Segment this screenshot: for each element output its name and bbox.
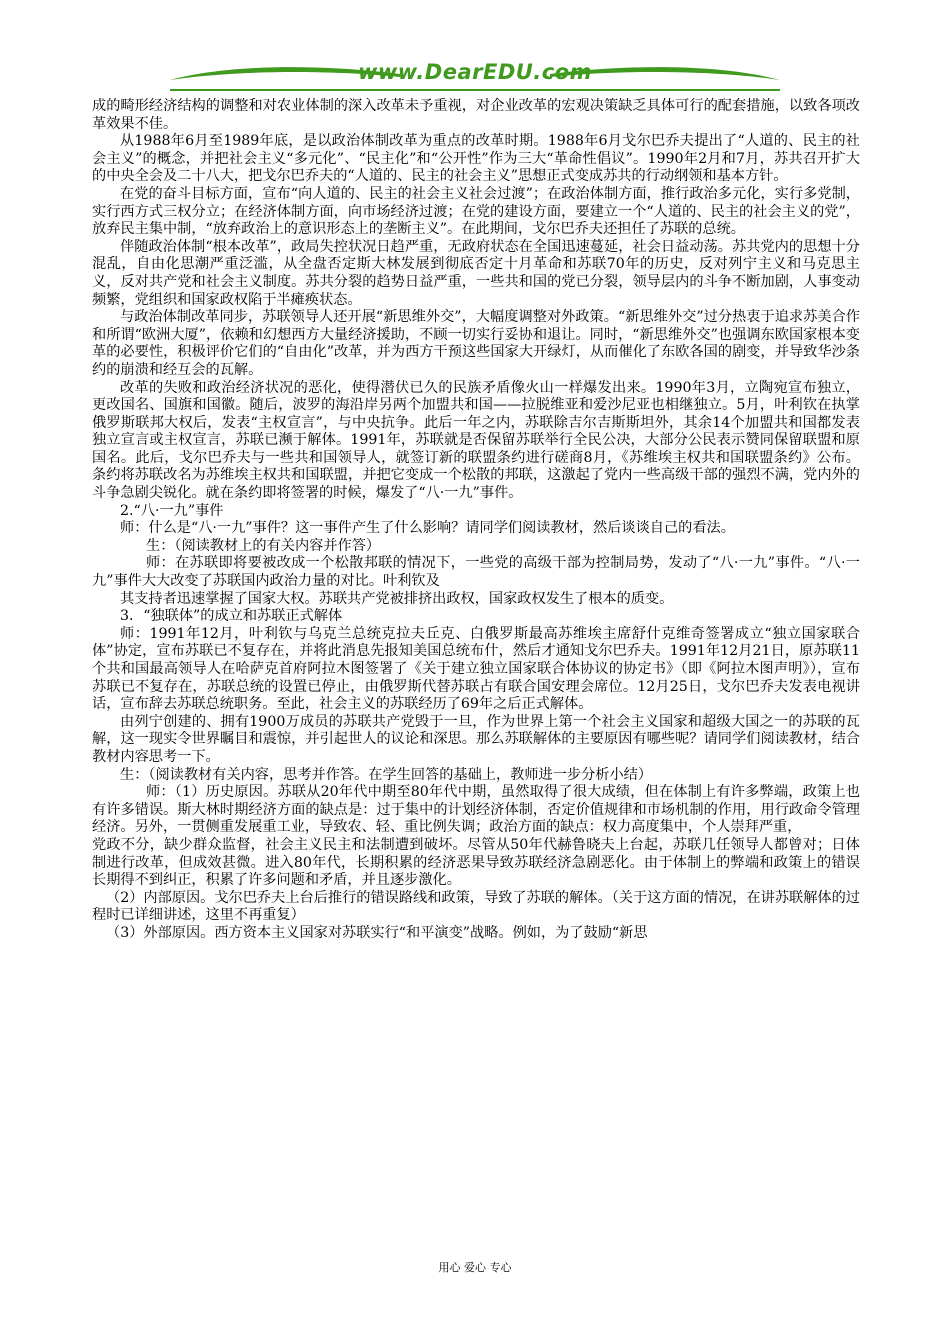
paragraph: 与政治体制改革同步，苏联领导人还开展“新思维外交”，大幅度调整对外政策。“新思维外交”过分热衷于追求苏美合作和所谓“欧洲大厦”，依赖和幻想西方大量经济援助，不顾一切实行妥协和退让。同时，“新思维外交”也强调东欧国家根本变革的必要性，积极评价它们的“自由化”改革，并为西方干预这些国家大开绿灯，从而催化了东欧各国的剧变，并导致华沙条约的崩溃和经互会的瓦解。 <box>92 309 860 378</box>
paragraph: （2）内部原因。戈尔巴乔夫上台后推行的错误路线和政策，导致了苏联的解体。（关于这方面的情况，在讲苏联解体的过程时已详细讲述，这里不再重复） <box>92 889 860 924</box>
paragraph: 师：在苏联即将要被改成一个松散邦联的情况下，一些党的高级干部为控制局势，发动了“八·一九”事件。“八·一九”事件大大改变了苏联国内政治力量的对比。叶利钦及 <box>92 555 860 590</box>
paragraph: 生：（阅读教材有关内容，思考并作答。在学生回答的基础上，教师进一步分析小结） <box>120 766 653 783</box>
section-heading: 3．“独联体”的成立和苏联正式解体 <box>120 608 343 625</box>
paragraph: 从1988年6月至1989年底，是以政治体制改革为重点的改革时期。1988年6月戈尔巴乔夫提出了“人道的、民主的社会主义”的概念，并把社会主义“多元化”、“民主化”和“公开性”作为三大“革命性倡议”。1990年2月和7月，苏共召开扩大的中央全会及二十八大，把戈尔巴乔夫的“人道的、民主的社会主义”思想正式变成苏共的行动纲领和基本方针。 <box>92 133 860 185</box>
document-body <box>92 98 860 943</box>
paragraph: 在党的奋斗目标方面，宣布“向人道的、民主的社会主义社会过渡”；在政治体制方面，推行政治多元化，实行多党制，实行西方式三权分立；在经济体制方面，向市场经济过渡；在党的建设方面，要建立一个“人道的、民主的社会主义的党”，放弃民主集中制，“放弃政治上的意识形态上的垄断主义”。在此期间，戈尔巴乔夫还担任了苏联的总统。 <box>92 185 860 238</box>
paragraph: 师：（1）历史原因。苏联从20年代中期至80年代中期，虽然取得了很大成绩，但在体制上有许多弊端，政策上也有许多错误。斯大林时期经济方面的缺点是：过于集中的计划经济体制，否定价值规律和市场机制的作用，用行政命令管理经济。另外，一贯侧重发展重工业，导致农、轻、重比例失调；政治方面的缺点：权力高度集中，个人崇拜严重， <box>92 784 860 836</box>
paragraph: 其支持者迅速掌握了国家大权。苏联共产党被排挤出政权，国家政权发生了根本的质变。 <box>120 590 674 607</box>
paragraph: 师：1991年12月，叶利钦与乌克兰总统克拉夫丘克、白俄罗斯最高苏维埃主席舒什克维奇签署成立“独立国家联合体”协定，宣布苏联已不复存在，并将此消息先报知美国总统布什，然后才通知戈尔巴乔夫。1991年12月21日，原苏联11个共和国最高领导人在哈萨克首府阿拉木图签署了《关于建立独立国家联合体协议的协定书》（即《阿拉木图声明》），宣布苏联已不复存在，苏联总统的设置已停止，由俄罗斯代替苏联占有联合国安理会席位。12月25日，戈尔巴乔夫发表电视讲话，宣布辞去苏联总统职务。至此，社会主义的苏联经历了69年之后正式解体。 <box>92 625 860 713</box>
paragraph: 改革的失败和政治经济状况的恶化，使得潜伏已久的民族矛盾像火山一样爆发出来。1990年3月，立陶宛宣布独立，更改国名、国旗和国徽。随后，波罗的海沿岸另两个加盟共和国——拉脱维亚和爱沙尼亚也相继独立。5月，叶利钦在执掌俄罗斯联邦大权后，发表“主权宣言”，与中央抗争。此后一年之内，苏联除吉尔吉斯斯坦外，其余14个加盟共和国都发表独立宣言或主权宣言，苏联已濒于解体。1991年，苏联就是否保留苏联举行全民公决，大部分公民表示赞同保留联盟和原国名。此后，戈尔巴乔夫与一些共和国领导人，就签订新的联盟条约进行磋商8月，《苏维埃主权共和国联盟条约》公布。条约将苏联改名为苏维埃主权共和国联盟，并把它变成一个松散的邦联，这激起了党内一些高级干部的强烈不满，党内外的斗争急剧尖锐化。就在条约即将签署的时候，爆发了“八·一九”事件。 <box>92 379 860 502</box>
paragraph: （3）外部原因。西方资本主义国家对苏联实行“和平演变”战略。例如，为了鼓励“新思 <box>106 924 648 941</box>
paragraph: 伴随政治体制“根本改革”，政局失控状况日趋严重，无政府状态在全国迅速蔓延，社会日益动荡。苏共党内的思想十分混乱，自由化思潮严重泛滥，从全盘否定斯大林发展到彻底否定十月革命和苏联70年的历史，反对列宁主义和马克思主义，反对共产党和社会主义制度。苏共分裂的趋势日益严重，一些共和国的党已分裂，领导层内的斗争不断加剧，人事变动频繁，党组织和国家政权陷于半瘫痪状态。 <box>92 238 860 308</box>
section-heading: 2.“八·一九”事件 <box>120 502 224 519</box>
paragraph: 师：什么是“八·一九”事件？这一事件产生了什么影响？请同学们阅读教材，然后谈谈自己的看法。 <box>120 520 735 537</box>
site-logo-text[interactable]: www.DearEDU.com <box>357 60 593 84</box>
paragraph: 党政不分，缺少群众监督，社会主义民主和法制遭到破坏。尽管从50年代赫鲁晓夫上台起，苏联几任领导人都曾对；日体制进行改革，但成效甚微。进入80年代，长期积累的经济恶果导致苏联经济急剧恶化。由于体制上的弊端和政策上的错误长期得不到纠正，积累了许多问题和矛盾，并且逐步激化。 <box>92 836 860 889</box>
page-footer: 用心 爱心 专心 <box>438 1261 512 1274</box>
paragraph: 成的畸形经济结构的调整和对农业体制的深入改革未予重视，对企业改革的宏观决策缺乏具体可行的配套措施，以致各项改革效果不佳。 <box>92 98 860 132</box>
page-header <box>170 58 780 92</box>
paragraph: 生：（阅读教材上的有关内容并作答） <box>146 537 381 554</box>
paragraph: 由列宁创建的、拥有1900万成员的苏联共产党毁于一旦，作为世界上第一个社会主义国家和超级大国之一的苏联的瓦解，这一现实令世界瞩目和震惊，并引起世人的议论和深思。那么苏联解体的主要原因有哪些呢？请同学们阅读教材，结合教材内容思考一下。 <box>92 713 860 765</box>
